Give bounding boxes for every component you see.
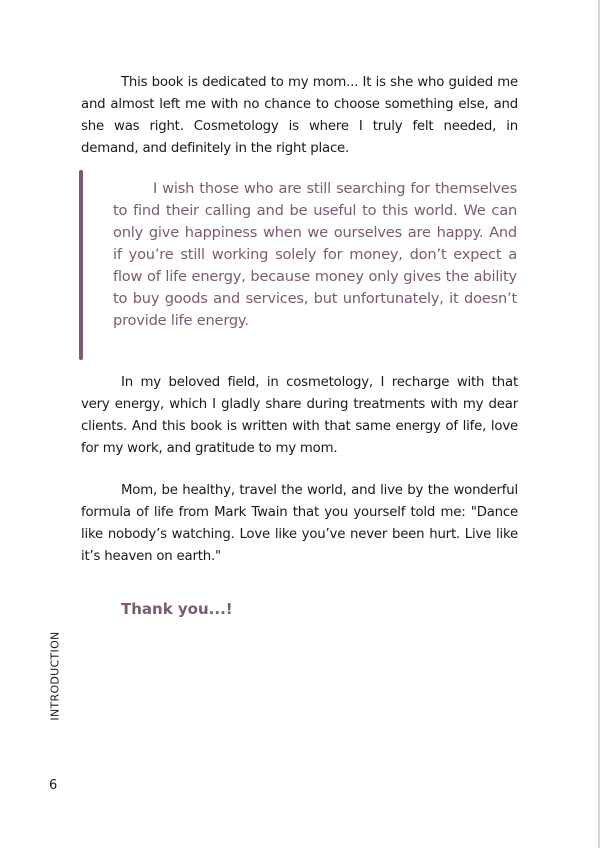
page-number: 6 bbox=[49, 778, 58, 793]
mark-twain-paragraph: Mom, be healthy, travel the world, and live by the wonderful formula of life from Mark Twain that you yourself told me: "Dance like nobody’s watching. Love like you’ve never been hurt. Live like it’s heaven on earth." bbox=[81, 483, 518, 564]
section-label: INTRODUCTION bbox=[48, 631, 62, 721]
dedication-paragraph: This book is dedicated to my mom... It is she who guided me and almost left me with no chance to choose something else, and she was right. Cosmetology is where I truly felt needed, in demand, and definitely in the right place. bbox=[81, 75, 518, 156]
quote-accent-bar bbox=[79, 170, 83, 360]
energy-paragraph: In my beloved field, in cosmetology, I recharge with that very energy, which I gladly share during treatments with my dear clients. And this book is written with that same energy of life, love for my work, and gratitude to my mom. bbox=[81, 375, 518, 456]
quote-text: I wish those who are still searching for themselves to find their calling and be useful to this world. We can only give happiness when we ourselves are happy. And if you’re still working solely for money, don’t expect a flow of life energy, because money only gives the ability to buy goods and services, but unfortunately, it doesn’t provide life energy. bbox=[113, 180, 517, 329]
pull-quote bbox=[79, 170, 518, 360]
closing-thanks: Thank you...! bbox=[121, 600, 233, 618]
